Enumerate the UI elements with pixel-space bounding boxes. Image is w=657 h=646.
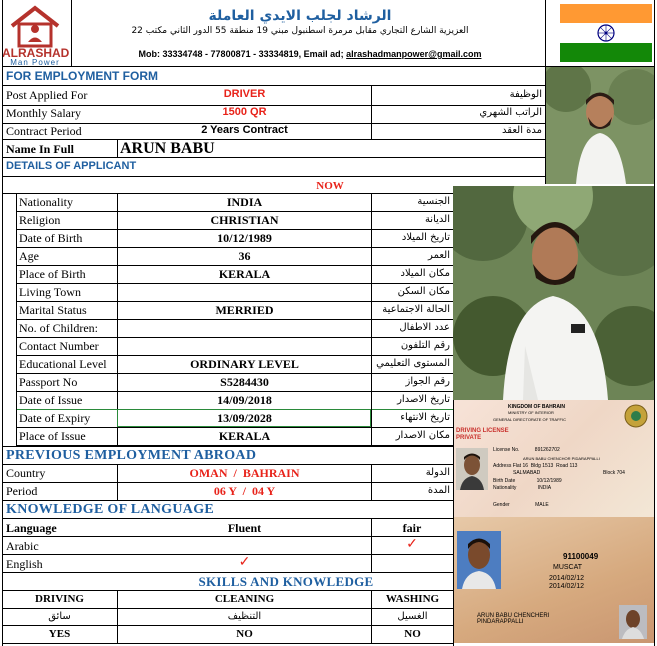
applicant-photo-large bbox=[453, 186, 654, 400]
expiry-highlight bbox=[117, 409, 371, 427]
name-label: Name In Full bbox=[6, 142, 75, 156]
license-bldg: 1513 bbox=[542, 463, 554, 469]
language-arabic: Arabic bbox=[6, 539, 39, 553]
applicant-label-ar: تاريخ الميلاد bbox=[401, 232, 450, 243]
license-birth: 10/12/1989 bbox=[536, 478, 562, 484]
status-now: NOW bbox=[316, 180, 344, 192]
applicant-label: Educational Level bbox=[19, 357, 107, 371]
skill-name-ar: التنظيف bbox=[227, 611, 262, 622]
license-directorate: GENERAL DIRECTORATE OF TRAFFIC bbox=[493, 417, 566, 422]
applicant-section-title: DETAILS OF APPLICANT bbox=[6, 160, 137, 172]
applicant-label-ar: الحالة الاجتماعية bbox=[382, 304, 450, 315]
arabic-fair: ✓ bbox=[406, 537, 418, 552]
employment-label: Post Applied For bbox=[6, 88, 88, 102]
applicant-label-ar: عدد الاطفال bbox=[399, 322, 450, 333]
skill-name: DRIVING bbox=[35, 593, 84, 605]
prev-value: 06 Y / 04 Y bbox=[213, 484, 276, 498]
ashoka-chakra-icon bbox=[560, 23, 652, 43]
applicant-label-ar: تاريخ الاصدار bbox=[397, 394, 450, 405]
skill-name: CLEANING bbox=[214, 593, 275, 605]
applicant-label: Age bbox=[19, 249, 39, 263]
employment-label: Contract Period bbox=[6, 124, 82, 138]
prev-label-ar: المدة bbox=[427, 485, 450, 496]
applicant-value: KERALA bbox=[218, 267, 271, 281]
applicant-label-ar: مكان الاصدار bbox=[395, 430, 450, 441]
language-header: Language bbox=[6, 521, 57, 535]
applicant-value: 36 bbox=[238, 249, 251, 263]
applicant-value: INDIA bbox=[226, 195, 263, 209]
row-divider bbox=[16, 427, 453, 428]
license-type: PRIVATE bbox=[456, 435, 482, 441]
row-divider bbox=[2, 482, 453, 483]
license-name: ARUN BABU CHENCHOR PIDARAPPALLI bbox=[523, 456, 600, 461]
skill-name-ar: سائق bbox=[48, 611, 71, 622]
flag-india bbox=[560, 4, 652, 62]
license-kingdom: KINGDOM OF BAHRAIN bbox=[508, 404, 565, 410]
applicant-label: Nationality bbox=[19, 195, 73, 209]
bahrain-license-card: KINGDOM OF BAHRAIN MINISTRY OF INTERIOR GENERAL DIRECTORATE OF TRAFFIC DRIVING LICENSE PRIVATE License No. 891262702 ARUN BABU CHENCHOR PIDARAPPALLI Address Flat 16 Bldg 1513 Road 113 Block 704 SALMABAD Birth Date 10/12/1989 Nationality INDIA Gender MALE bbox=[453, 400, 654, 517]
prev-label-ar: الدولة bbox=[425, 467, 450, 478]
license-block: 704 bbox=[616, 470, 625, 476]
oman-photo-small bbox=[619, 605, 647, 639]
logo-sub: Man Power bbox=[10, 58, 60, 67]
employment-label: Monthly Salary bbox=[6, 106, 81, 120]
language-title: KNOWLEDGE OF LANGUAGE bbox=[6, 502, 215, 517]
applicant-value: MERRIED bbox=[215, 303, 274, 317]
col-divider bbox=[371, 85, 372, 139]
prev-label: Country bbox=[6, 466, 46, 480]
skill-name: WASHING bbox=[385, 593, 440, 605]
col-divider bbox=[371, 464, 372, 500]
row-divider bbox=[16, 355, 453, 356]
applicant-label-ar: العمر bbox=[428, 250, 450, 261]
employment-value: 2 Years Contract bbox=[201, 124, 288, 136]
name-value: ARUN BABU bbox=[120, 140, 215, 157]
skill-value: YES bbox=[48, 628, 71, 640]
contact-phones: Mob: 33334748 - 77800871 - 33334819, Email ad; bbox=[138, 49, 347, 59]
fair-header: fair bbox=[402, 521, 422, 535]
col-divider bbox=[16, 193, 17, 445]
fluent-header: Fluent bbox=[227, 521, 262, 535]
col-divider bbox=[371, 193, 372, 445]
house-logo-icon bbox=[2, 2, 68, 48]
logo-name: ALRASHAD bbox=[2, 46, 70, 60]
applicant-label: Living Town bbox=[19, 285, 81, 299]
skill-name-ar: الغسيل bbox=[397, 611, 428, 622]
applicant-label: Religion bbox=[19, 213, 61, 227]
row-divider bbox=[2, 105, 545, 106]
row-divider bbox=[16, 301, 453, 302]
row-divider bbox=[16, 247, 453, 248]
employment-section-title: FOR EMPLOYMENT FORM bbox=[6, 69, 158, 83]
col-divider bbox=[117, 464, 118, 500]
applicant-label-ar: الديانة bbox=[424, 214, 450, 225]
applicant-label: Place of Birth bbox=[19, 267, 86, 281]
license-ministry: MINISTRY OF INTERIOR bbox=[508, 410, 554, 415]
company-contact bbox=[80, 50, 540, 59]
oman-date2: 2014/02/12 bbox=[549, 583, 585, 590]
oman-photo bbox=[457, 531, 501, 589]
license-flat: 16 bbox=[522, 463, 529, 469]
applicant-photo-small bbox=[546, 67, 654, 184]
applicant-label-ar: رقم الجواز bbox=[405, 376, 450, 387]
applicant-label-ar: رقم التلفون bbox=[400, 340, 450, 351]
applicant-label: No. of Children: bbox=[19, 321, 98, 335]
applicant-label-ar: مكان الميلاد bbox=[400, 268, 450, 279]
oman-name: ARUN BABU CHENCHERI PINDARAPPALLI bbox=[477, 613, 550, 625]
employment-value: DRIVER bbox=[223, 88, 266, 100]
applicant-label-ar: الجنسية bbox=[417, 196, 450, 207]
employment-value: 1500 QR bbox=[222, 106, 267, 118]
applicant-label-ar: تاريخ الانتهاء bbox=[400, 412, 450, 423]
oman-place: MUSCAT bbox=[553, 564, 583, 571]
license-road: 113 bbox=[569, 463, 578, 469]
license-area: SALMABAD bbox=[513, 470, 541, 476]
license-nationality: INDIA bbox=[537, 485, 552, 491]
applicant-label-ar: مكان السكن bbox=[397, 286, 450, 297]
company-name-ar: الرشاد لجلب الايدي العاملة bbox=[208, 8, 392, 24]
row-divider bbox=[16, 265, 453, 266]
row-divider bbox=[16, 283, 453, 284]
skills-title: SKILLS AND KNOWLEDGE bbox=[198, 574, 374, 589]
english-fluent: ✓ bbox=[238, 555, 251, 570]
employment-label-ar: الوظيفة bbox=[509, 89, 542, 100]
applicant-value: 14/09/2018 bbox=[217, 393, 272, 407]
company-address-ar: العزيزية الشارع التجاري مقابل مرمرة اسطنبول مبني 19 منطقة 55 الدور الثاني مكتب 22 bbox=[131, 26, 469, 36]
employment-label-ar: مدة العقد bbox=[502, 125, 542, 136]
employment-label-ar: الراتب الشهري bbox=[479, 107, 542, 118]
license-no: 891262702 bbox=[534, 447, 560, 453]
license-gender: MALE bbox=[535, 502, 549, 508]
oman-date1: 2014/02/12 bbox=[549, 575, 585, 582]
oman-number: 91100049 bbox=[563, 552, 599, 561]
previous-employment-title: PREVIOUS EMPLOYMENT ABROAD bbox=[6, 448, 257, 463]
applicant-value: CHRISTIAN bbox=[210, 213, 279, 227]
prev-label: Period bbox=[6, 484, 38, 498]
license-title: DRIVING LICENSE bbox=[456, 428, 509, 434]
applicant-value: S5284430 bbox=[220, 375, 269, 389]
oman-license-card bbox=[453, 517, 654, 643]
applicant-label: Passport No bbox=[19, 375, 78, 389]
col-divider bbox=[117, 193, 118, 445]
applicant-value: 13/09/2028 bbox=[217, 411, 272, 425]
skill-value: NO bbox=[404, 628, 421, 640]
row-divider bbox=[16, 229, 453, 230]
applicant-label: Date of Expiry bbox=[19, 411, 91, 425]
applicant-value: KERALA bbox=[218, 429, 271, 443]
license-photo bbox=[456, 448, 488, 490]
language-english: English bbox=[6, 557, 43, 571]
row-divider bbox=[16, 319, 453, 320]
prev-value: OMAN / BAHRAIN bbox=[189, 466, 300, 480]
row-divider bbox=[16, 337, 453, 338]
row-divider bbox=[16, 211, 453, 212]
applicant-value: ORDINARY LEVEL bbox=[190, 357, 299, 371]
applicant-label-ar: المستوى التعليمي bbox=[376, 358, 450, 369]
company-logo bbox=[2, 2, 70, 67]
applicant-label: Marital Status bbox=[19, 303, 87, 317]
applicant-label: Date of Birth bbox=[19, 231, 83, 245]
row-divider bbox=[16, 391, 453, 392]
emblem-icon bbox=[623, 403, 649, 429]
applicant-label: Place of Issue bbox=[19, 429, 86, 443]
skill-value: NO bbox=[236, 628, 253, 640]
contact-email[interactable]: alrashadmanpower@gmail.com bbox=[346, 49, 482, 59]
row-divider bbox=[16, 373, 453, 374]
applicant-value: 10/12/1989 bbox=[217, 231, 272, 245]
applicant-label: Date of Issue bbox=[19, 393, 83, 407]
applicant-label: Contact Number bbox=[19, 339, 99, 353]
